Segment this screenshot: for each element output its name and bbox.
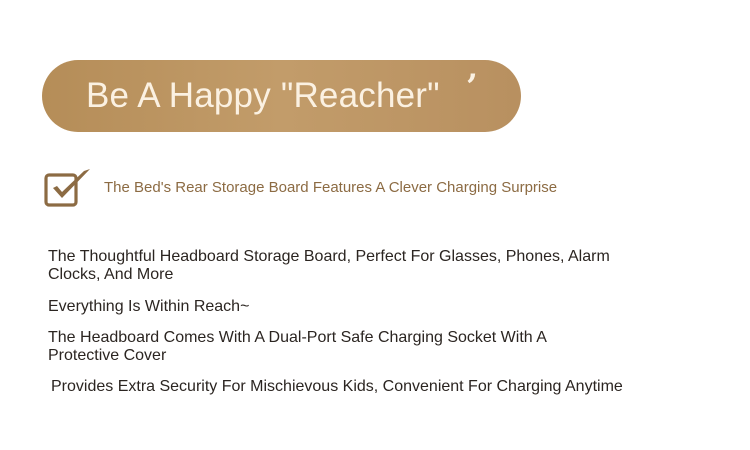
paragraph-within-reach: Everything Is Within Reach~ [48, 298, 250, 315]
paragraph-storage-board: The Thoughtful Headboard Storage Board, Perfect For Glasses, Phones, Alarm Clocks, And More [48, 248, 610, 283]
banner-title: Be A Happy "Reacher" [86, 76, 440, 115]
feature-subtitle: The Bed's Rear Storage Board Features A Clever Charging Surprise [104, 179, 558, 196]
paragraph-security: Provides Extra Security For Mischievous Kids, Convenient For Charging Anytime [51, 378, 623, 395]
paragraph-charging-socket: The Headboard Comes With A Dual-Port Safe Charging Socket With A Protective Cover [48, 329, 547, 364]
banner-apostrophe-mark: ’ [466, 67, 478, 107]
headline-banner [42, 60, 521, 132]
checkbox-check-icon [44, 167, 92, 209]
